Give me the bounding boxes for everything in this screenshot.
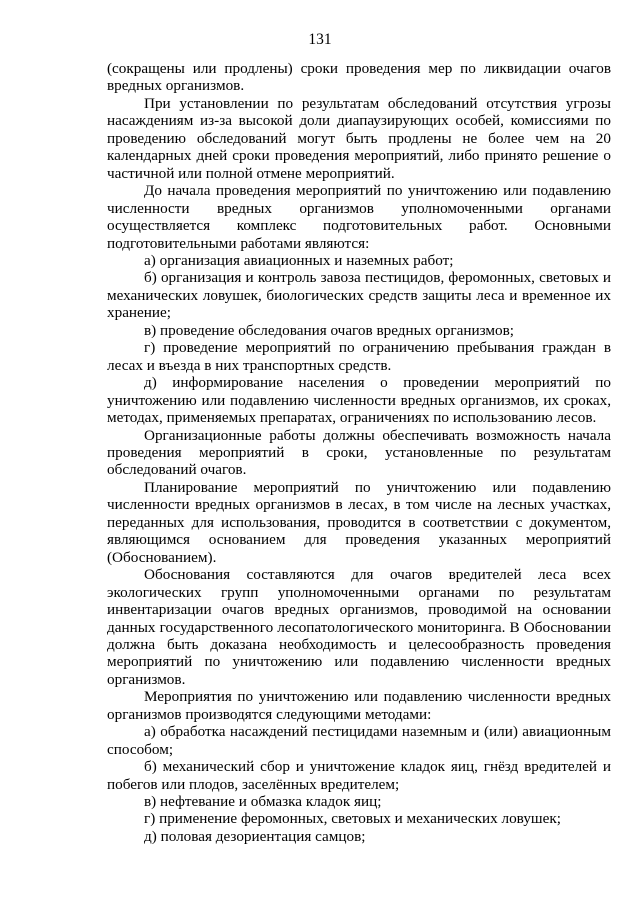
list-item: б) организация и контроль завоза пестицидов, феромонных, световых и механических ловушек, биологических средств защиты леса и временное их хранение;	[107, 269, 611, 322]
list-item: д) информирование населения о проведении мероприятий по уничтожению или подавлению численности вредных организмов, их сроках, методах, применяемых препаратах, ограничениях по использованию лесов.	[107, 374, 611, 427]
paragraph: При установлении по результатам обследований отсутствия угрозы насаждениям из-за высокой доли диапаузирующих особей, комиссиями по проведению обследований могут быть продлены не более чем на 20 календарных дней сроки проведения мероприятий, либо принято решение о частичной или полной отмене мероприятий.	[107, 94, 611, 182]
paragraph: Обоснования составляются для очагов вредителей леса всех экологических групп уполномоченными органами по результатам инвентаризации очагов вредных организмов, проводимой на основании данных государственного лесопатологического мониторинга. В Обосновании должна быть доказана необходимость и целесообразность проведения мероприятий по уничтожению или подавлению численности вредных организмов.	[107, 566, 611, 688]
page-number: 131	[308, 31, 332, 48]
paragraph: (сокращены или продлены) сроки проведения мер по ликвидации очагов вредных организмов.	[107, 60, 611, 95]
paragraph: Планирование мероприятий по уничтожению или подавлению численности вредных организмов в лесах, в том числе на лесных участках, переданных для использования, проводится в соответствии с документом, являющимся основанием для проведения указанных мероприятий (Обоснованием).	[107, 478, 611, 566]
paragraph: Организационные работы должны обеспечивать возможность начала проведения мероприятий в сроки, установленные по результатам обследований очагов.	[107, 426, 611, 479]
list-item: в) проведение обследования очагов вредных организмов;	[144, 321, 515, 339]
list-item: б) механический сбор и уничтожение кладок яиц, гнёзд вредителей и побегов или плодов, заселённых вредителем;	[107, 758, 611, 793]
list-item: в) нефтевание и обмазка кладок яиц;	[144, 793, 382, 811]
list-item: а) обработка насаждений пестицидами наземным и (или) авиационным способом;	[107, 723, 611, 758]
list-item: а) организация авиационных и наземных работ;	[144, 251, 454, 269]
paragraph: Мероприятия по уничтожению или подавлению численности вредных организмов производятся следующими методами:	[107, 688, 611, 723]
list-item: г) применение феромонных, световых и механических ловушек;	[144, 810, 561, 828]
paragraph: До начала проведения мероприятий по уничтожению или подавлению численности вредных организмов уполномоченными органами осуществляется комплекс подготовительных работ. Основными подготовительными работами являются:	[107, 182, 611, 252]
list-item: г) проведение мероприятий по ограничению пребывания граждан в лесах и въезда в них транспортных средств.	[107, 339, 611, 374]
list-item: д) половая дезориентация самцов;	[144, 827, 366, 845]
document-body	[107, 60, 611, 845]
